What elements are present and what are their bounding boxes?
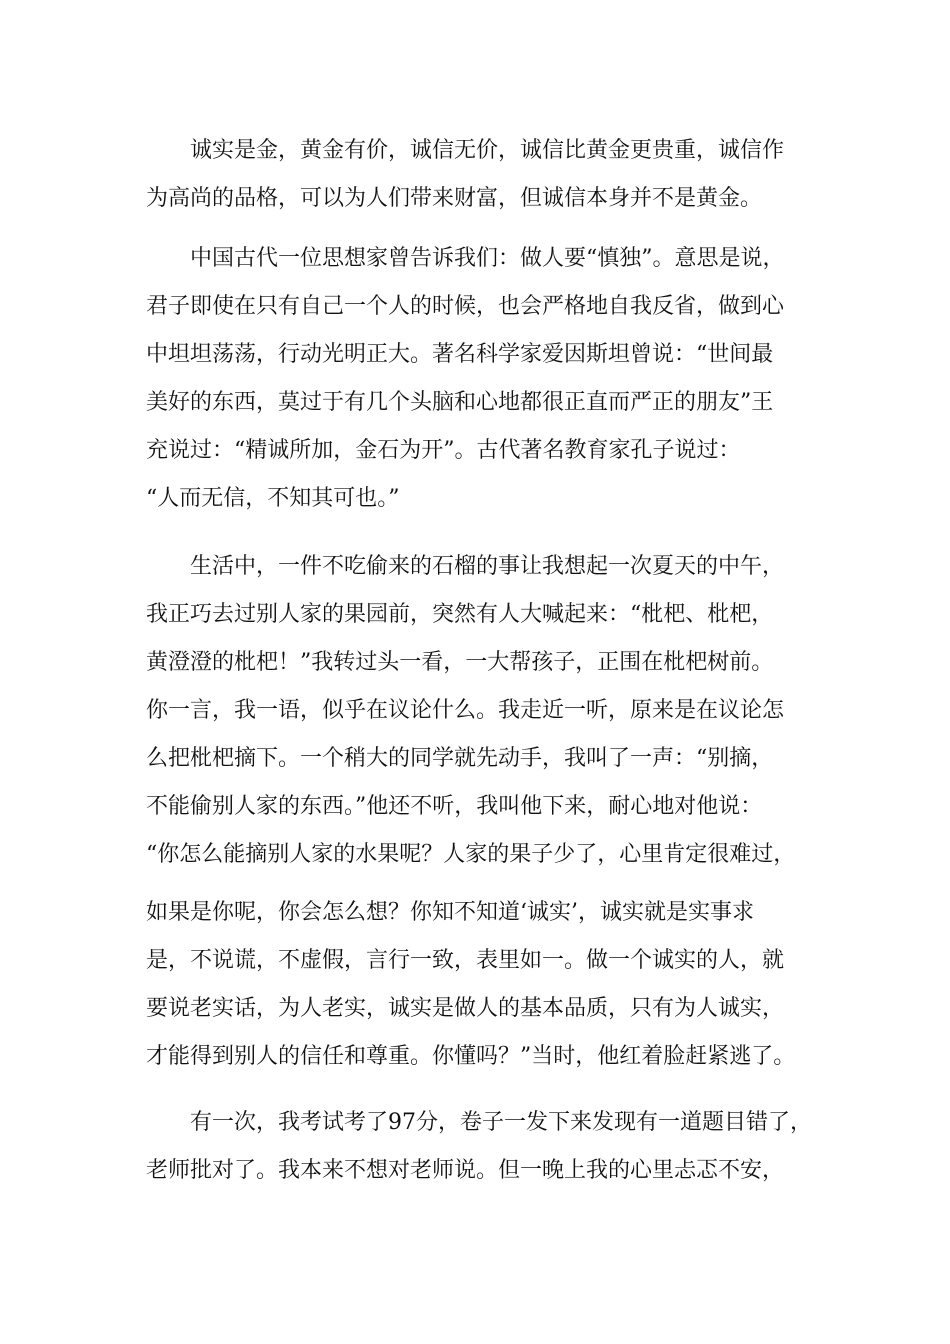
- text-line: 是，不说谎，不虚假，言行一致，表里如一。做一个诚实的人，就: [146, 948, 785, 973]
- text-line: 生活中，一件不吃偷来的石榴的事让我想起一次夏天的中午，: [190, 554, 785, 579]
- text-line: 充说过：“精诚所加，金石为开”。古代著名教育家孔子说过：: [146, 438, 741, 463]
- text-line: 中国古代一位思想家曾告诉我们：做人要“慎独”。意思是说，: [190, 246, 785, 271]
- text-line: 你一言，我一语，似乎在议论什么。我走近一听，原来是在议论怎: [146, 698, 785, 723]
- text-line: 为高尚的品格，可以为人们带来财富，但诚信本身并不是黄金。: [146, 186, 763, 211]
- text-line: 老师批对了。我本来不想对老师说。但一晚上我的心里忐忑不安，: [146, 1158, 785, 1183]
- text-line: 美好的东西，莫过于有几个头脑和心地都很正直而严正的朋友”王: [146, 390, 774, 415]
- text-line: 黄澄澄的枇杷！”我转过头一看，一大帮孩子，正围在枇杷树前。: [146, 650, 774, 675]
- text-line: 不能偷别人家的东西。”他还不听，我叫他下来，耐心地对他说：: [146, 794, 763, 819]
- text-line: “你怎么能摘别人家的水果呢？人家的果子少了，心里肯定很难过，: [146, 842, 796, 867]
- text-line: 有一次，我考试考了97分，卷子一发下来发现有一道题目错了，: [190, 1110, 812, 1135]
- text-line: 么把枇杷摘下。一个稍大的同学就先动手，我叫了一声：“别摘，: [146, 746, 774, 771]
- text-line: 要说老实话，为人老实，诚实是做人的基本品质，只有为人诚实，: [146, 996, 785, 1021]
- text-line: 君子即使在只有自己一个人的时候，也会严格地自我反省，做到心: [146, 294, 785, 319]
- text-line: 才能得到别人的信任和尊重。你懂吗？”当时，他红着脸赶紧逃了。: [146, 1044, 796, 1069]
- text-line: 我正巧去过别人家的果园前，突然有人大喊起来：“枇杷、枇杷，: [146, 602, 774, 627]
- text-line: 中坦坦荡荡，行动光明正大。著名科学家爱因斯坦曾说：“世间最: [146, 342, 774, 367]
- text-line: “人而无信，不知其可也。”: [146, 486, 400, 511]
- text-line: 如果是你呢，你会怎么想？你知不知道‘诚实’，诚实就是实事求: [146, 900, 754, 925]
- text-line: 诚实是金，黄金有价，诚信无价，诚信比黄金更贵重，诚信作: [190, 138, 785, 163]
